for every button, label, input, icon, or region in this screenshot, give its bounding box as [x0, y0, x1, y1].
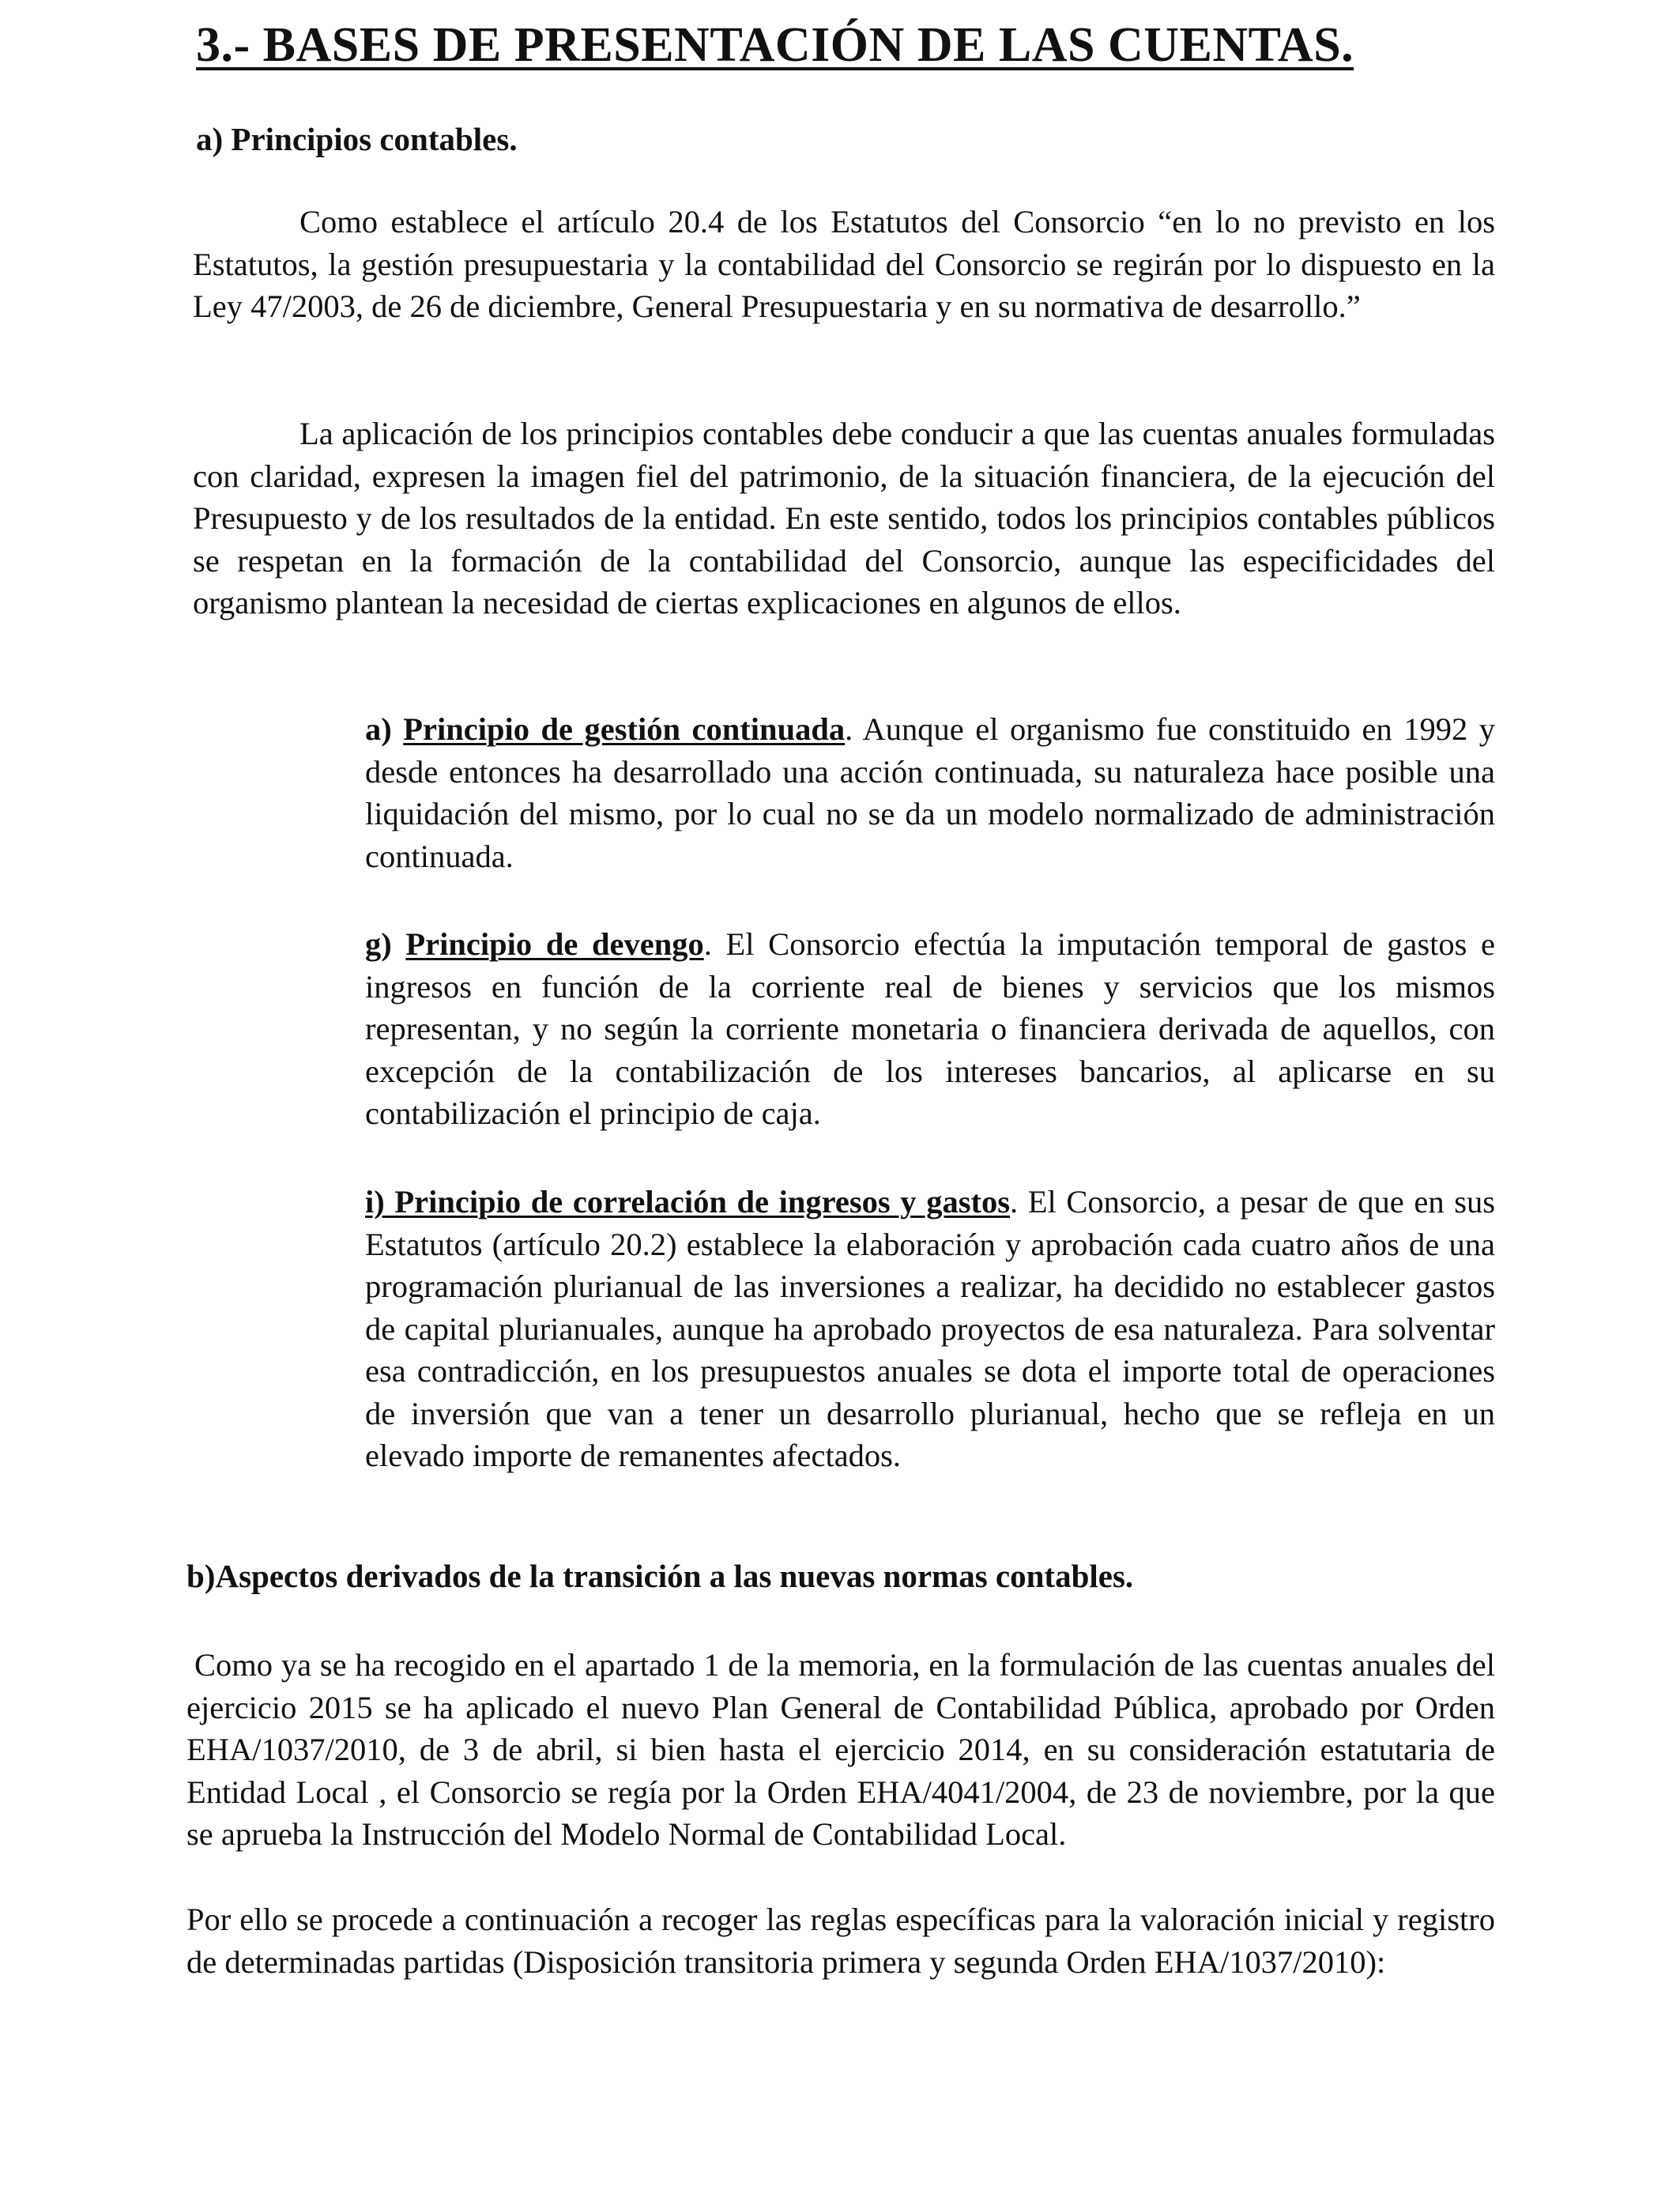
- principle-gestion-continuada: [365, 708, 1495, 877]
- section-b-paragraph-2: Por ello se procede a continuación a recoger las reglas específicas para la valoración inicial y registro de determinadas partidas (Disposición transitoria primera y segunda Orden EHA/1037/2010):: [186, 1902, 1495, 1980]
- principle-correlacion: [365, 1181, 1495, 1477]
- page-title: 3.- BASES DE PRESENTACIÓN DE LAS CUENTAS.: [196, 18, 1354, 72]
- principle-devengo: [365, 923, 1495, 1135]
- section-b-paragraph-1: Como ya se ha recogido en el apartado 1 de la memoria, en la formulación de las cuentas anuales del ejercicio 2015 se ha aplicado el nuevo Plan General de Contabilidad Pública, aprobado por Orden EHA/1037/2010, de 3 de abril, si bien hasta el ejercicio 2014, en su consideración estatutaria de Entidad Local , el Consorcio se regía por la Orden EHA/4041/2004, de 23 de noviembre, por la que se aprueba la Instrucción del Modelo Normal de Contabilidad Local.: [186, 1647, 1495, 1852]
- principle-title: Principio de devengo: [405, 926, 704, 962]
- principle-title: Principio de gestión continuada: [403, 711, 846, 747]
- section-a-paragraph-2: La aplicación de los principios contables debe conducir a que las cuentas anuales formuladas con claridad, expresen la imagen fiel del patrimonio, de la situación financiera, de la ejecución del Presupuesto y de los resultados de la entidad. En este sentido, todos los principios contables públicos se respetan en la formación de la contabilidad del Consorcio, aunque las especificidades del organismo plantean la necesidad de ciertas explicaciones en algunos de ellos.: [193, 416, 1495, 620]
- principle-prefix: a): [365, 711, 392, 747]
- principle-title: i) Principio de correlación de ingresos y gastos: [365, 1184, 1010, 1220]
- section-b-title: b)Aspectos derivados de la transición a las nuevas normas contables.: [186, 1558, 1134, 1594]
- principle-text: . El Consorcio efectúa la imputación temporal de gastos e ingresos en función de la corriente real de bienes y servicios que los mismos representan, y no según la corriente monetaria o financiera derivada de aquellos, con excepción de la contabilización de los intereses bancarios, al aplicarse en su contabilización el principio de caja.: [365, 926, 1496, 1131]
- principle-text: . El Consorcio, a pesar de que en sus Estatutos (artículo 20.2) establece la elaboración y aprobación cada cuatro años de una programación plurianual de las inversiones a realizar, ha decidido no establecer gastos de capital plurianuales, aunque ha aprobado proyectos de esa naturaleza. Para solventar esa contradicción, en los presupuestos anuales se dota el importe total de operaciones de inversión que van a tener un desarrollo plurianual, hecho que se refleja en un elevado importe de remanentes afectados.: [365, 1184, 1495, 1473]
- section-a-title: a) Principios contables.: [196, 121, 518, 157]
- principle-text: . Aunque el organismo fue constituido en 1992 y desde entonces ha desarrollado una acción continuada, su naturaleza hace posible una liquidación del mismo, por lo cual no se da un modelo normalizado de administración continuada.: [365, 711, 1496, 874]
- principle-prefix: g): [365, 926, 392, 962]
- section-a-paragraph-1: Como establece el artículo 20.4 de los Estatutos del Consorcio “en lo no previsto en los Estatutos, la gestión presupuestaria y la contabilidad del Consorcio se regirán por lo dispuesto en la Ley 47/2003, de 26 de diciembre, General Presupuestaria y en su normativa de desarrollo.”: [193, 204, 1495, 324]
